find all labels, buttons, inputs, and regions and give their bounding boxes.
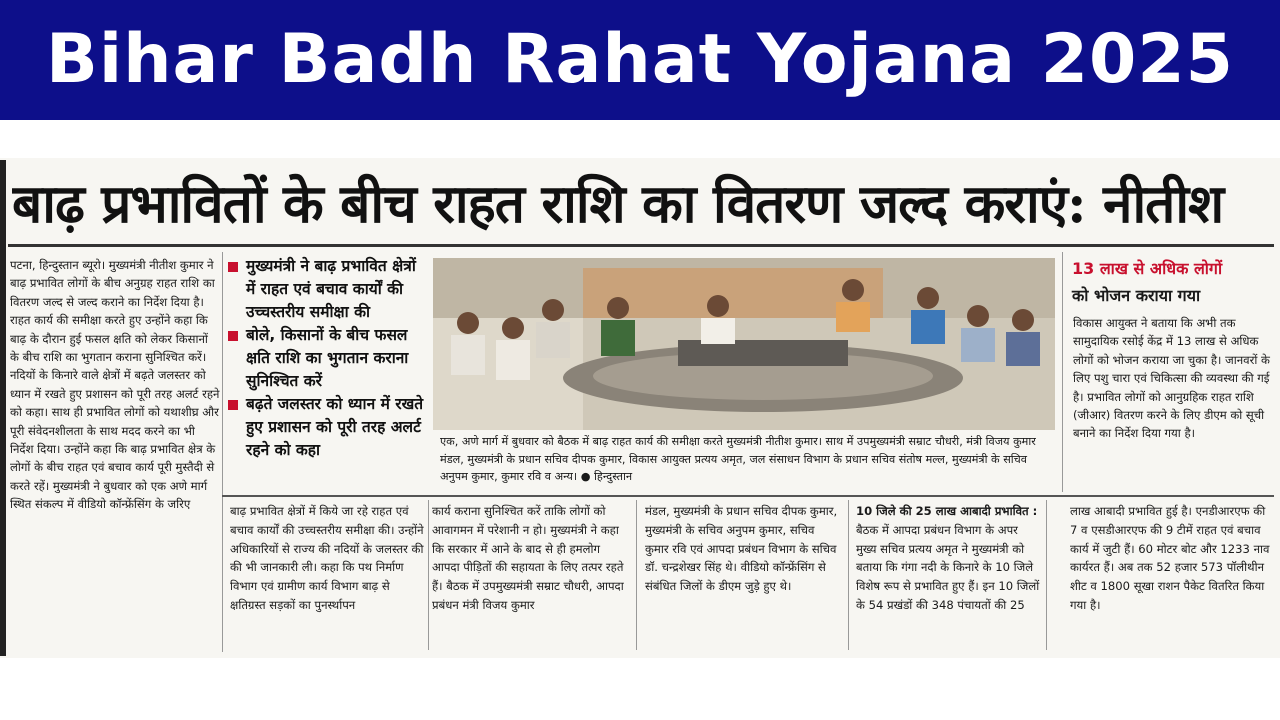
bullet-square-icon: [228, 400, 238, 410]
article-column-6: लाख आबादी प्रभावित हुई है। एनडीआरएफ की 7 व एसडीआरएफ की 9 टीमें राहत एवं बचाव कार्य में जुटी हैं। 60 मोटर बोट और 1233 नाव कार्यरत हैं। अब तक 52 हजार 573 पॉलीथीन शीट व 1800 सूखा राशन पैकेट वितरित किया गया है।: [1070, 504, 1270, 612]
highlights-list: [228, 255, 428, 490]
article-column-2: बाढ़ प्रभावित क्षेत्रों में किये जा रहे राहत एवं बचाव कार्यों की उच्चस्तरीय समीक्षा की। उन्होंने अधिकारियों से राज्य की नदियों के जलस्तर की की भी जानकारी ली। कहा कि पथ निर्माण विभाग एवं ग्रामीण कार्य विभाग बाढ़ से क्षतिग्रस्त सड़कों का पुनर्स्थापन: [230, 504, 424, 612]
photo-caption: एक, अणे मार्ग में बुधवार को बैठक में बाढ़ राहत कार्य की समीक्षा करते मुख्यमंत्री नीतीश कुमार। साथ में उपमुख्यमंत्री सम्राट चौधरी, मंत्री विजय कुमार मंडल, मुख्यमंत्री के प्रधान सचिव दीपक कुमार, विकास आयुक्त प्रत्यय अमृत, जल संसाधन विभाग के प्रधान सचिव संतोष मल्ल, मुख्यमंत्री के सचिव अनुपम कुमार, कुमार रवि व अन्य। ● हिन्दुस्तान: [440, 435, 1036, 483]
side-headline-line-2: को भोजन कराया गया: [1072, 286, 1201, 305]
highlight-item: बोले, किसानों के बीच फसल क्षति राशि का भुगतान कराना सुनिश्चित करें: [228, 324, 428, 393]
article-headline: बाढ़ प्रभावितों के बीच राहत राशि का वितरण जल्द कराएं: नीतीश: [12, 173, 1224, 235]
bullet-square-icon: [228, 331, 238, 341]
side-story-headline: [1072, 255, 1272, 310]
side-headline-line-1: 13 लाख से अधिक लोगों: [1072, 259, 1223, 278]
meeting-photo: [433, 258, 1055, 430]
bullet-square-icon: [228, 262, 238, 272]
article-column-1: पटना, हिन्दुस्तान ब्यूरो। मुख्यमंत्री नीतीश कुमार ने बाढ़ प्रभावित लोगों के बीच अनुग्रह राहत राशि का वितरण जल्द से जल्द कराने का निर्देश दिया है। राहत कार्य की समीक्षा करते हुए उन्होंने कहा कि बाढ़ के दौरान हुई फसल क्षति को लेकर किसानों के बीच राशि का भुगतान कराना सुनिश्चित करें। नदियों के किनारे वाले क्षेत्रों में बढ़ते जलस्तर को ध्यान में रखते हुए प्रशासन को पूरी तरह अलर्ट रहने को कहा। साथ ही प्रभावित लोगों को यथाशीघ्र और पूरी संवेदनशीलता के साथ मदद करने का भी निर्देश दिया। उन्होंने कहा कि बाढ़ प्रभावित क्षेत्र के लोगों के बीच राहत एवं बचाव कार्य पूरी मुस्तैदी से करते रहें। मुख्यमंत्री ने बुधवार को एक अणे मार्ग स्थित संकल्प में वीडियो कॉन्फ्रेंसिंग के जरिए: [10, 258, 220, 512]
side-story-body: विकास आयुक्त ने बताया कि अभी तक सामुदायिक रसोई केंद्र में 13 लाख से अधिक लोगों को भोजन कराया जा चुका है। जानवरों के लिए पशु चारा एवं चिकित्सा की व्यवस्था की गई है। प्रभावित लोगों को आनुग्रहिक राहत राशि (जीआर) वितरण करने के लिए डीएम को सूची बनाने का निर्देश दिया गया है।: [1073, 316, 1270, 441]
column-divider: [428, 500, 429, 650]
column-subhead: 10 जिले की 25 लाख आबादी प्रभावित :: [856, 504, 1038, 518]
section-rule: [222, 495, 1274, 497]
column-divider: [1062, 252, 1063, 492]
article-column-5: [856, 502, 1040, 652]
column-divider: [636, 500, 637, 650]
highlight-item: मुख्यमंत्री ने बाढ़ प्रभावित क्षेत्रों में राहत एवं बचाव कार्यों की उच्चस्तरीय समीक्षा की: [228, 255, 428, 324]
title-banner: [0, 0, 1280, 120]
highlight-item: बढ़ते जलस्तर को ध्यान में रखते हुए प्रशासन को पूरी तरह अलर्ट रहने को कहा: [228, 393, 428, 462]
article-column-3: कार्य कराना सुनिश्चित करें ताकि लोगों को आवागमन में परेशानी न हो। मुख्यमंत्री ने कहा कि सरकार में आने के बाद से ही हमलोग आपदा पीड़ितों की सहायता के लिए तत्पर रहते हैं। बैठक में उपमुख्यमंत्री सम्राट चौधरी, आपदा प्रबंधन मंत्री विजय कुमार: [432, 504, 624, 612]
column-divider: [848, 500, 849, 650]
article-column-4: मंडल, मुख्यमंत्री के प्रधान सचिव दीपक कुमार, मुख्यमंत्री के सचिव अनुपम कुमार, सचिव कुमार रवि एवं आपदा प्रबंधन विभाग के सचिव डॉ. चन्द्रशेखर सिंह थे। वीडियो कॉन्फ्रेंसिंग से संबंधित जिलों के डीएम जुड़े हुए थे।: [645, 504, 838, 594]
meeting-photo-illustration: [433, 258, 1055, 430]
headline-rule: [8, 244, 1274, 247]
column-text: बैठक में आपदा प्रबंधन विभाग के अपर मुख्य सचिव प्रत्यय अमृत ने मुख्यमंत्री को बताया कि गंगा नदी के किनारे के 10 जिले विशेष रूप से प्रभावित हुए हैं। इन 10 जिलों के 54 प्रखंडों की 348 पंचायतों की 25: [856, 522, 1040, 612]
column-divider: [1046, 500, 1047, 650]
column-divider: [222, 252, 223, 652]
clipping-edge: [0, 160, 6, 656]
banner-title: Bihar Badh Rahat Yojana 2025: [46, 20, 1234, 99]
